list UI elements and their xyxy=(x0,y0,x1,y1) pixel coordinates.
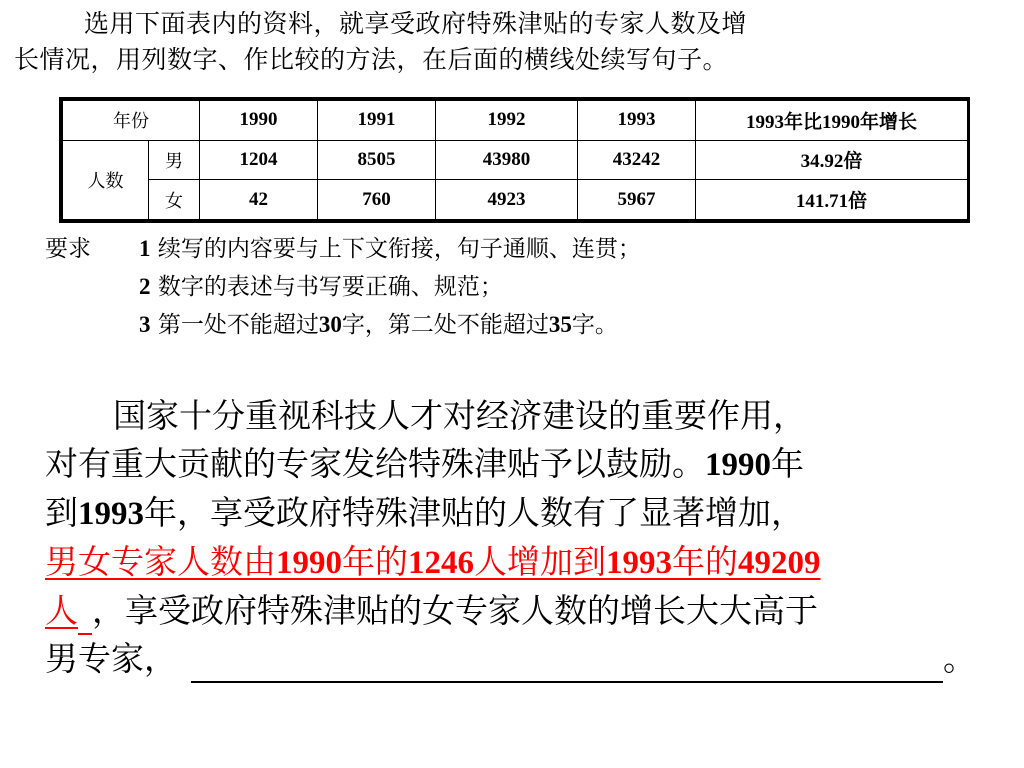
count-group-label: 人数 xyxy=(63,140,149,219)
passage-year: 1993 xyxy=(78,496,144,532)
passage-year: 1990 xyxy=(705,447,771,483)
requirement-text: 字，第二处不能超过 xyxy=(341,312,549,338)
table-cell: 5967 xyxy=(578,180,696,220)
answer-text: 男女专家人数由1990年的1246人增加到1993年的49209 xyxy=(45,542,821,581)
requirement-number: 2 xyxy=(139,274,151,299)
passage-text: 年，享受政府特殊津贴的人数有了显著增加， xyxy=(144,493,804,532)
table-cell: 43980 xyxy=(436,140,578,180)
passage-line-3 xyxy=(45,489,990,538)
requirement-limit-1: 30 xyxy=(318,312,342,337)
table-cell: 43242 xyxy=(578,140,696,180)
year-1993-header: 1993 xyxy=(578,101,696,141)
gender-label-male: 男 xyxy=(149,140,200,180)
gender-label-female: 女 xyxy=(149,180,200,220)
answer-text-end: 人 xyxy=(45,591,78,630)
table-cell: 4923 xyxy=(436,180,578,220)
passage-line-5 xyxy=(45,587,990,635)
requirement-number: 1 xyxy=(139,236,151,261)
growth-cell-female: 141.71倍 xyxy=(696,180,968,220)
passage-text: 对有重大贡献的专家发给特殊津贴予以鼓励。 xyxy=(45,444,705,483)
passage-text: 年 xyxy=(771,444,804,483)
requirement-item-2 xyxy=(45,268,641,306)
table-cell: 1204 xyxy=(200,140,318,180)
instruction-line-2: 长情况，用列数字、作比较的方法，在后面的横线处续写句子。 xyxy=(14,45,729,74)
table-header-row xyxy=(63,101,968,141)
year-1991-header: 1991 xyxy=(318,101,436,141)
requirement-number: 3 xyxy=(139,312,151,337)
instruction-text xyxy=(14,6,1014,78)
instruction-line-1: 选用下面表内的资料，就享受政府特殊津贴的专家人数及增 xyxy=(84,9,748,38)
passage-end-mark: 。 xyxy=(943,639,976,678)
table-cell: 8505 xyxy=(318,140,436,180)
table-cell: 42 xyxy=(200,180,318,220)
requirement-item-3 xyxy=(45,306,641,344)
requirement-limit-2: 35 xyxy=(548,312,572,337)
requirement-text: 数字的表述与书写要正确、规范； xyxy=(157,274,503,300)
requirement-text: 续写的内容要与上下文衔接，句子通顺、连贯； xyxy=(157,236,641,262)
requirement-text: 第一处不能超过 xyxy=(157,312,319,338)
passage-text: 男专家， xyxy=(45,639,177,678)
fill-in-blank[interactable] xyxy=(191,645,943,683)
passage-line-1: 国家十分重视科技人才对经济建设的重要作用， xyxy=(113,396,806,435)
passage-text: 到 xyxy=(45,493,78,532)
passage-text: ，享受政府特殊津贴的女专家人数的增长大大高于 xyxy=(92,591,818,630)
answer-underline xyxy=(78,599,92,635)
requirements-block xyxy=(45,230,641,344)
answer-line-1 xyxy=(45,538,990,587)
table-row-female xyxy=(63,180,968,220)
table-cell: 760 xyxy=(318,180,436,220)
passage-line-2 xyxy=(45,440,990,489)
expert-data-table xyxy=(62,100,968,220)
growth-cell-male: 34.92倍 xyxy=(696,140,968,180)
year-header: 年份 xyxy=(63,101,200,141)
year-1990-header: 1990 xyxy=(200,101,318,141)
requirement-item-1 xyxy=(45,230,641,268)
passage-line-6 xyxy=(45,635,990,683)
year-1992-header: 1992 xyxy=(436,101,578,141)
requirements-label: 要求 xyxy=(45,236,91,262)
passage-block xyxy=(45,392,990,683)
growth-header: 1993年比1990年增长 xyxy=(696,101,968,141)
requirement-text: 字。 xyxy=(571,312,618,338)
table-row-male xyxy=(63,140,968,180)
data-table-frame xyxy=(59,97,970,223)
